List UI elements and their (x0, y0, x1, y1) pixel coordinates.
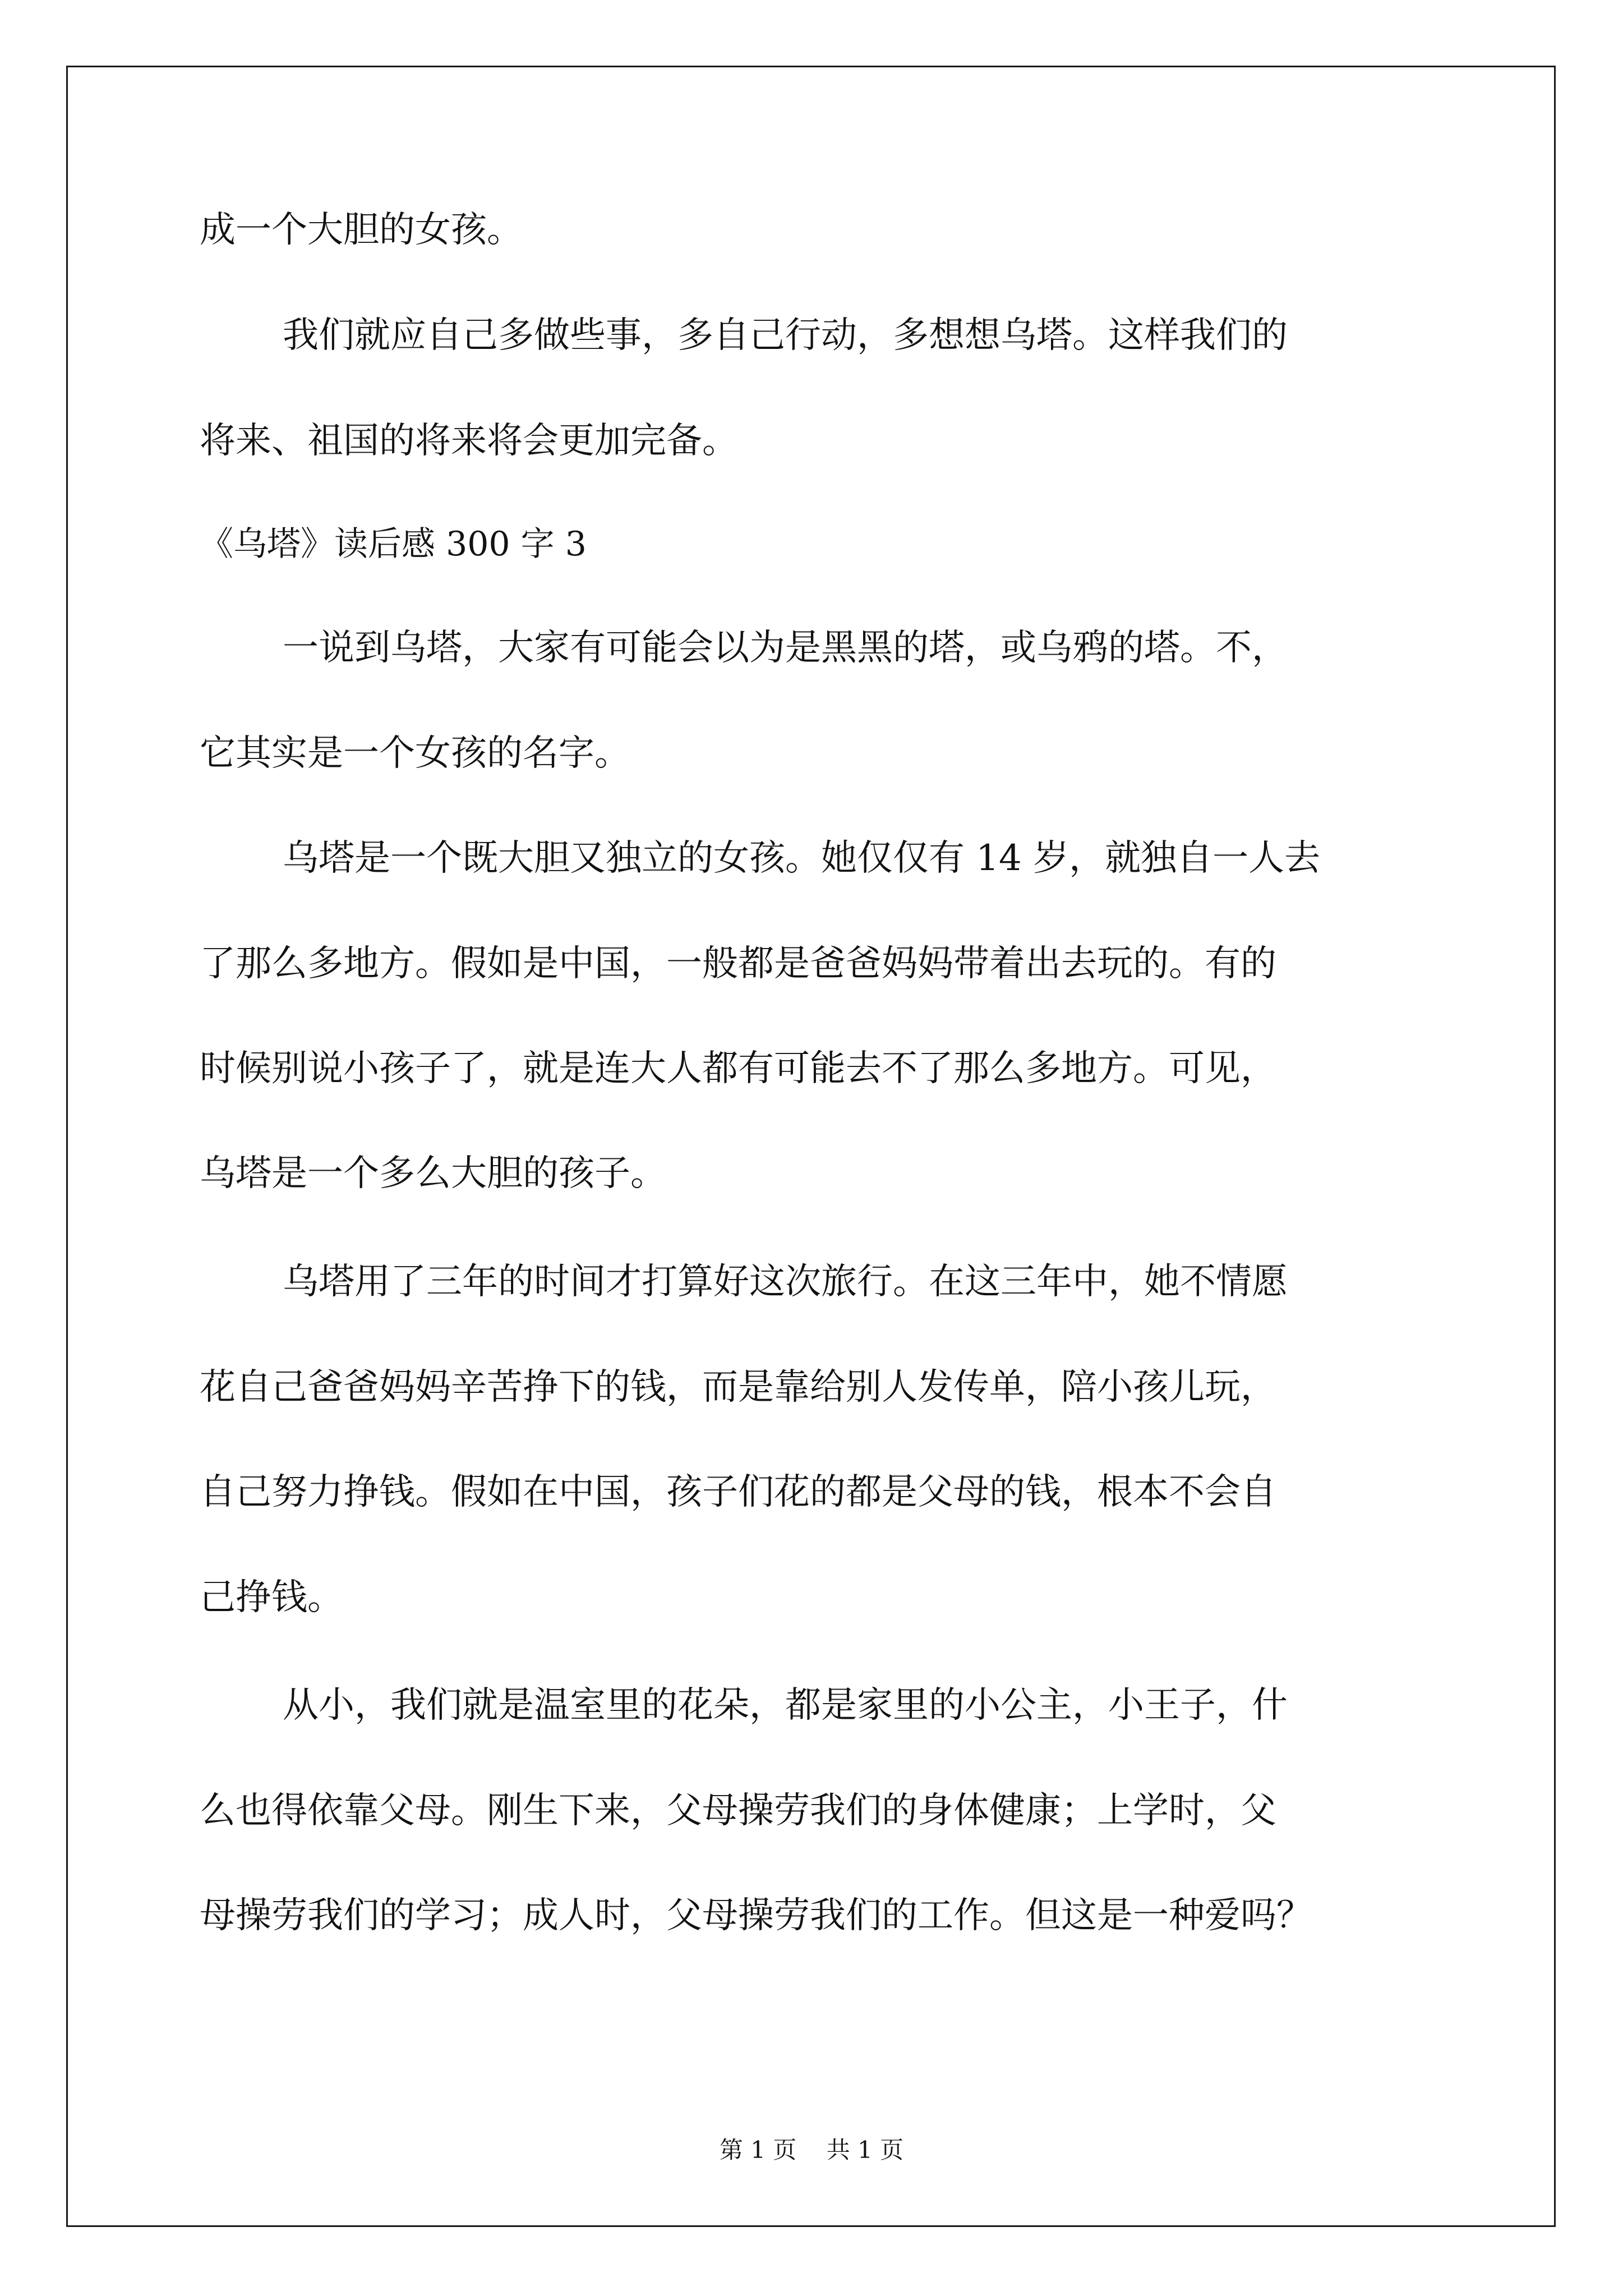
body-line: 乌塔是一个既大胆又独立的女孩。她仅仅有 14 岁，就独自一人去 (283, 838, 1321, 879)
body-line: 时候别说小孩子了，就是连大人都有可能去不了那么多地方。可见， (200, 1048, 1276, 1089)
body-line: 从小，我们就是温室里的花朵，都是家里的小公主，小王子，什 (283, 1685, 1288, 1726)
body-line: 乌塔是一个多么大胆的孩子。 (200, 1153, 666, 1194)
body-line: 花自己爸爸妈妈辛苦挣下的钱，而是靠给别人发传单，陪小孩儿玩， (200, 1366, 1276, 1408)
body-line: 乌塔用了三年的时间才打算好这次旅行。在这三年中，她不情愿 (283, 1261, 1288, 1303)
body-line: 一说到乌塔，大家有可能会以为是黑黑的塔，或乌鸦的塔。不， (283, 627, 1288, 669)
section-heading: 《乌塔》读后感 300 字 3 (200, 524, 587, 564)
page-number: 第 1 页 共 1 页 (719, 2136, 904, 2164)
body-line: 了那么多地方。假如是中国，一般都是爸爸妈妈带着出去玩的。有的 (200, 943, 1276, 984)
body-line: 我们就应自己多做些事，多自己行动，多想想乌塔。这样我们的 (283, 315, 1288, 356)
body-line: 成一个大胆的女孩。 (200, 209, 523, 251)
body-line: 它其实是一个女孩的名字。 (200, 733, 630, 774)
body-line: 自己努力挣钱。假如在中国，孩子们花的都是父母的钱，根本不会自 (200, 1471, 1276, 1513)
body-line: 己挣钱。 (200, 1577, 343, 1618)
body-line: 将来、祖国的将来将会更加完备。 (200, 420, 738, 462)
body-line: 么也得依靠父母。刚生下来，父母操劳我们的身体健康；上学时，父 (200, 1790, 1276, 1832)
body-line: 母操劳我们的学习；成人时，父母操劳我们的工作。但这是一种爱吗？ (200, 1895, 1312, 1936)
